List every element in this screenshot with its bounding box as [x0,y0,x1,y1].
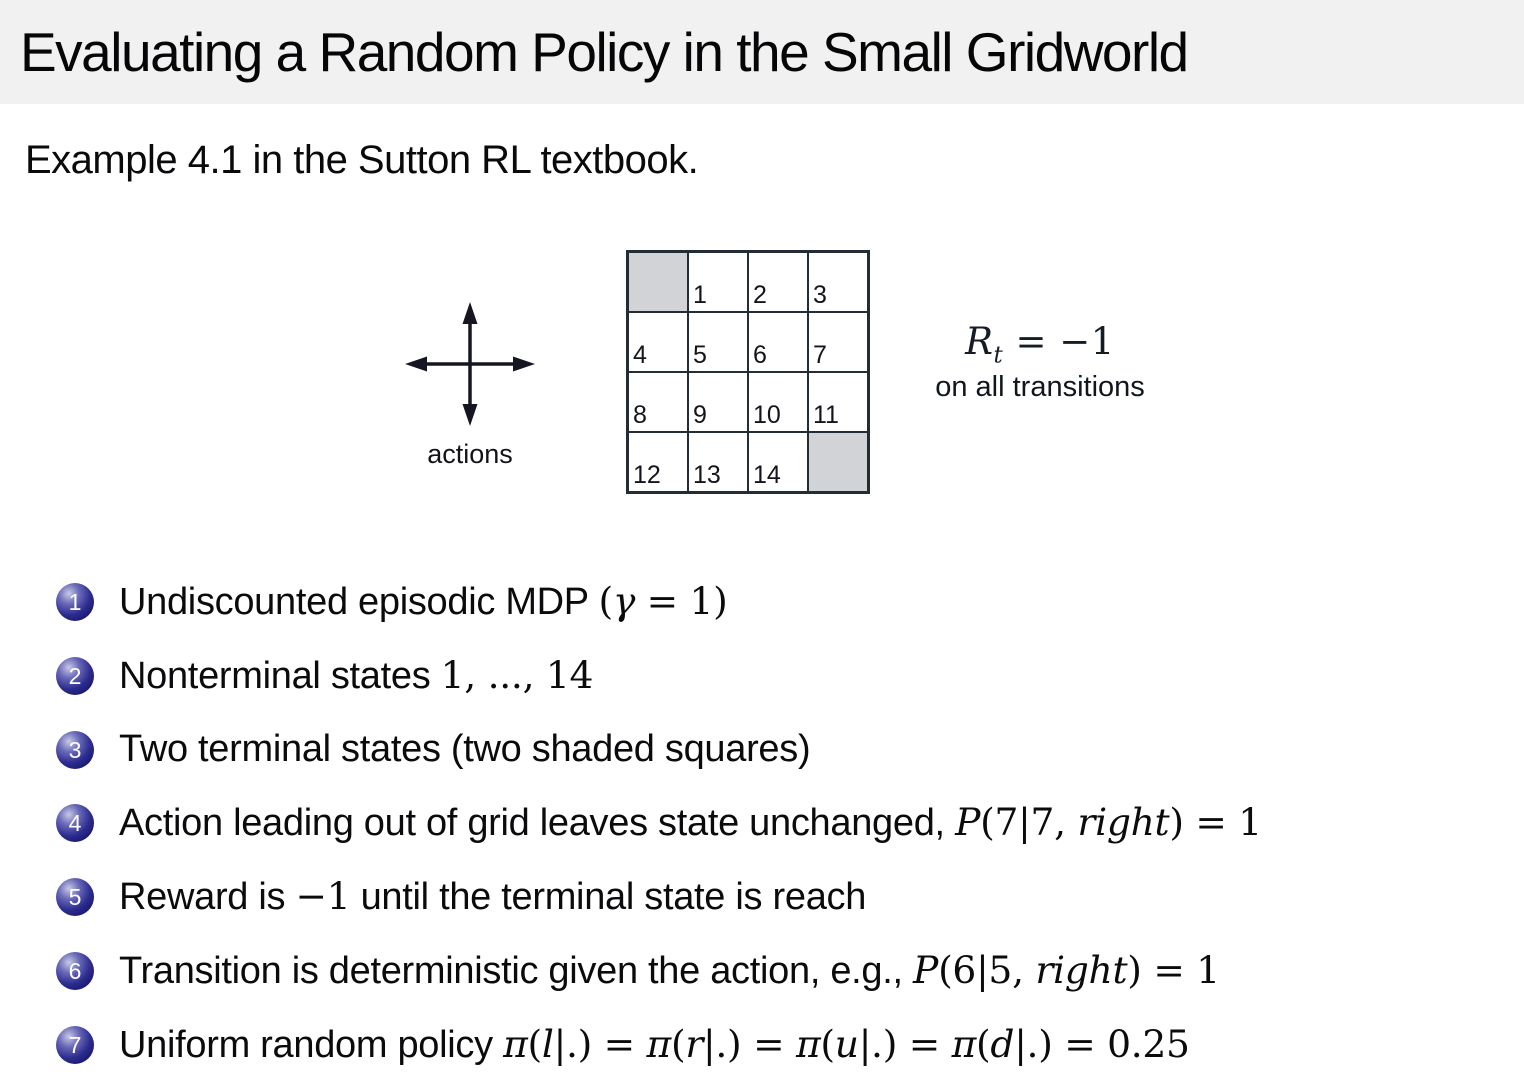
grid-cell-number: 9 [693,401,707,429]
item-number-badge: 7 [56,1026,94,1064]
item-number-badge: 6 [56,952,94,990]
actions-label: actions [427,439,513,469]
grid-cell [628,372,688,432]
grid-cell-number: 1 [693,281,707,309]
grid-cell-number: 11 [813,401,839,429]
grid-cell [688,372,748,432]
item-number-badge: 3 [56,731,94,769]
list-item [56,1022,1519,1068]
item-number-badge: 4 [56,804,94,842]
grid-cell [748,252,808,312]
list-item [56,727,1519,772]
slide-subtitle: Example 4.1 in the Sutton RL textbook. [25,138,699,182]
grid-cell-number: 7 [813,341,827,369]
list-item [56,874,1519,920]
grid-cell [808,372,868,432]
grid-cell-number: 2 [753,281,767,309]
item-text: Reward is −1 until the terminal state is reach [119,874,867,918]
list-item [56,800,1519,846]
reward-block [918,320,1162,404]
grid-cell [688,312,748,372]
gridworld-grid [626,250,870,494]
grid-cell-number: 5 [693,341,707,369]
grid-cell [628,432,688,492]
grid-cell-number: 3 [813,281,827,309]
list-item [56,948,1519,994]
list-item [56,579,1519,625]
grid-cell-terminal [808,432,868,492]
grid-cell-number: 10 [753,401,781,429]
item-text: Nonterminal states 1, ..., 14 [119,653,594,697]
reward-variable: R [965,320,994,363]
item-text: Action leading out of grid leaves state unchanged, P(7|7, right) = 1 [119,800,1262,844]
reward-subscript: t [993,342,1004,369]
item-number-badge: 5 [56,878,94,916]
grid-cell [748,372,808,432]
reward-caption: on all transitions [935,371,1145,404]
item-list [56,579,1519,1080]
list-item [56,653,1519,699]
item-text: Two terminal states (two shaded squares) [119,728,811,770]
grid-cell-number: 14 [753,461,781,489]
actions-cross-icon [403,300,537,428]
grid-cell [688,252,748,312]
grid-cell [688,432,748,492]
grid-cell-number: 13 [693,461,721,489]
item-text: Uniform random policy π(l|.) = π(r|.) = π(u|.) = π(d|.) = 0.25 [119,1022,1190,1066]
item-number-badge: 1 [56,583,94,621]
item-text: Undiscounted episodic MDP (γ = 1) [119,579,728,623]
grid-cell [748,432,808,492]
grid-cell-number: 8 [633,401,647,429]
slide-title-bar [0,0,1524,104]
grid-cell [808,312,868,372]
grid-cell-number: 4 [633,341,647,369]
grid-cell-number: 12 [633,461,661,489]
item-text: Transition is deterministic given the action, e.g., P(6|5, right) = 1 [119,948,1220,992]
grid-cell [628,312,688,372]
grid-cell-terminal [628,252,688,312]
reward-formula [918,320,1162,368]
item-number-badge: 2 [56,657,94,695]
grid-cell-number: 6 [753,341,767,369]
grid-cell [808,252,868,312]
grid-cell [748,312,808,372]
slide-title: Evaluating a Random Policy in the Small Gridworld [20,21,1188,83]
reward-rhs: = −1 [1003,320,1115,363]
actions-figure [403,300,537,470]
